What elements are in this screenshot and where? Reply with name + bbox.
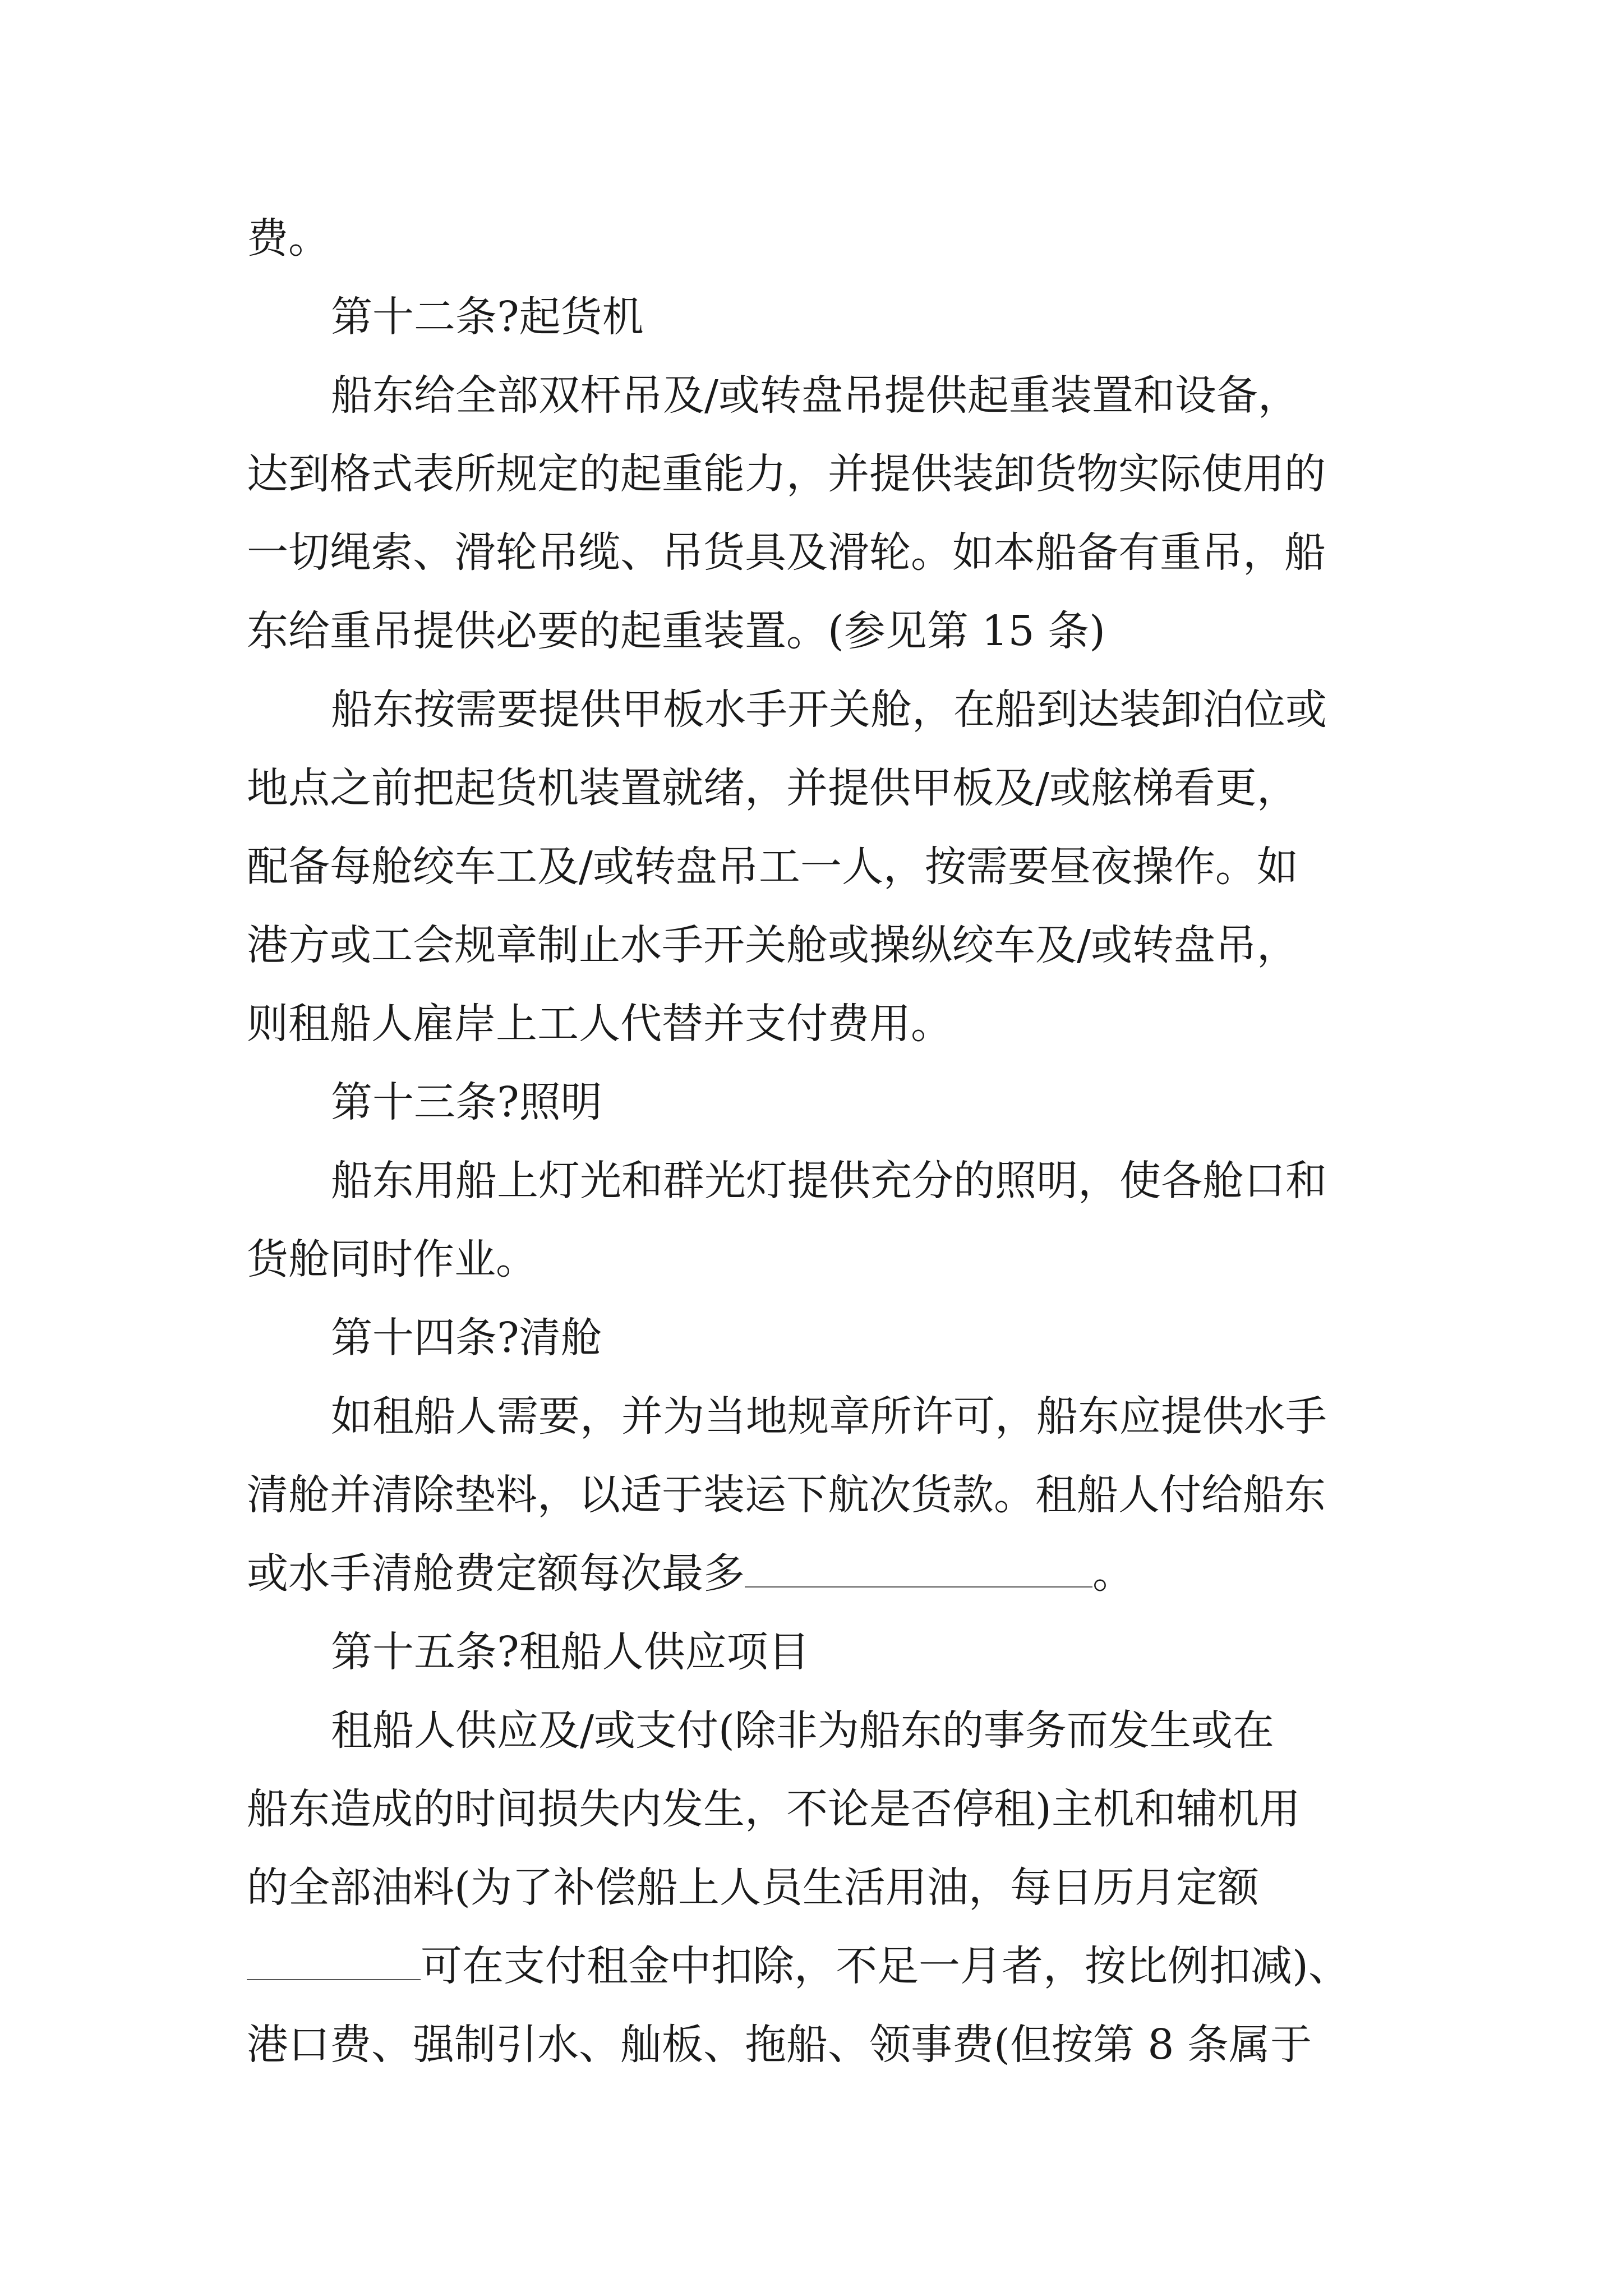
text-segment: 或水手清舱费定额每次最多 (247, 1549, 745, 1598)
section-heading-12: 第十二条?起货机 (331, 293, 644, 341)
text-line: 港口费、强制引水、舢板、拖船、领事费(但按第 8 条属于 (247, 2021, 1312, 2069)
text-line: 配备每舱绞车工及/或转盘吊工一人，按需要昼夜操作。如 (247, 843, 1298, 891)
text-line: 船东用船上灯光和群光灯提供充分的照明，使各舱口和 (331, 1157, 1327, 1205)
text-segment: 。 (1092, 1549, 1134, 1598)
text-line: 船东造成的时间损失内发生，不论是否停租)主机和辅机用 (247, 1785, 1301, 1833)
section-heading-14: 第十四条?清舱 (331, 1314, 602, 1362)
fill-in-blank (247, 1941, 421, 1980)
text-line: 则租船人雇岸上工人代替并支付费用。 (247, 1000, 952, 1048)
text-line: 如租船人需要，并为当地规章所许可，船东应提供水手 (331, 1392, 1327, 1441)
text-line: 达到格式表所规定的起重能力，并提供装卸货物实际使用的 (247, 450, 1326, 498)
text-line: 船东按需要提供甲板水手开关舱，在船到达装卸泊位或 (331, 685, 1327, 734)
text-line: 船东给全部双杆吊及/或转盘吊提供起重装置和设备， (331, 371, 1299, 420)
section-heading-15: 第十五条?租船人供应项目 (331, 1628, 810, 1676)
text-line: 租船人供应及/或支付(除非为船东的事务而发生或在 (331, 1706, 1274, 1755)
text-line: 清舱并清除垫料，以适于装运下航次货款。租船人付给船东 (247, 1471, 1326, 1519)
text-line: 东给重吊提供必要的起重装置。(参见第 15 条) (247, 607, 1105, 655)
text-line-with-blank (247, 1545, 1134, 1602)
text-line: 一切绳索、滑轮吊缆、吊货具及滑轮。如本船备有重吊，船 (247, 528, 1326, 577)
text-line: 费。 (247, 214, 330, 263)
text-line: 地点之前把起货机装置就绪，并提供甲板及/或舷梯看更， (247, 764, 1298, 812)
text-line: 港方或工会规章制止水手开关舱或操纵绞车及/或转盘吊， (247, 921, 1298, 969)
text-line: 货舱同时作业。 (247, 1235, 537, 1283)
text-segment: 可在支付租金中扣除，不足一月者，按比例扣减)、 (421, 1942, 1350, 1990)
fill-in-blank (745, 1548, 1092, 1588)
text-line-with-blank (247, 1938, 1350, 1994)
text-line: 的全部油料(为了补偿船上人员生活用油，每日历月定额 (247, 1864, 1259, 1912)
section-heading-13: 第十三条?照明 (331, 1078, 602, 1126)
